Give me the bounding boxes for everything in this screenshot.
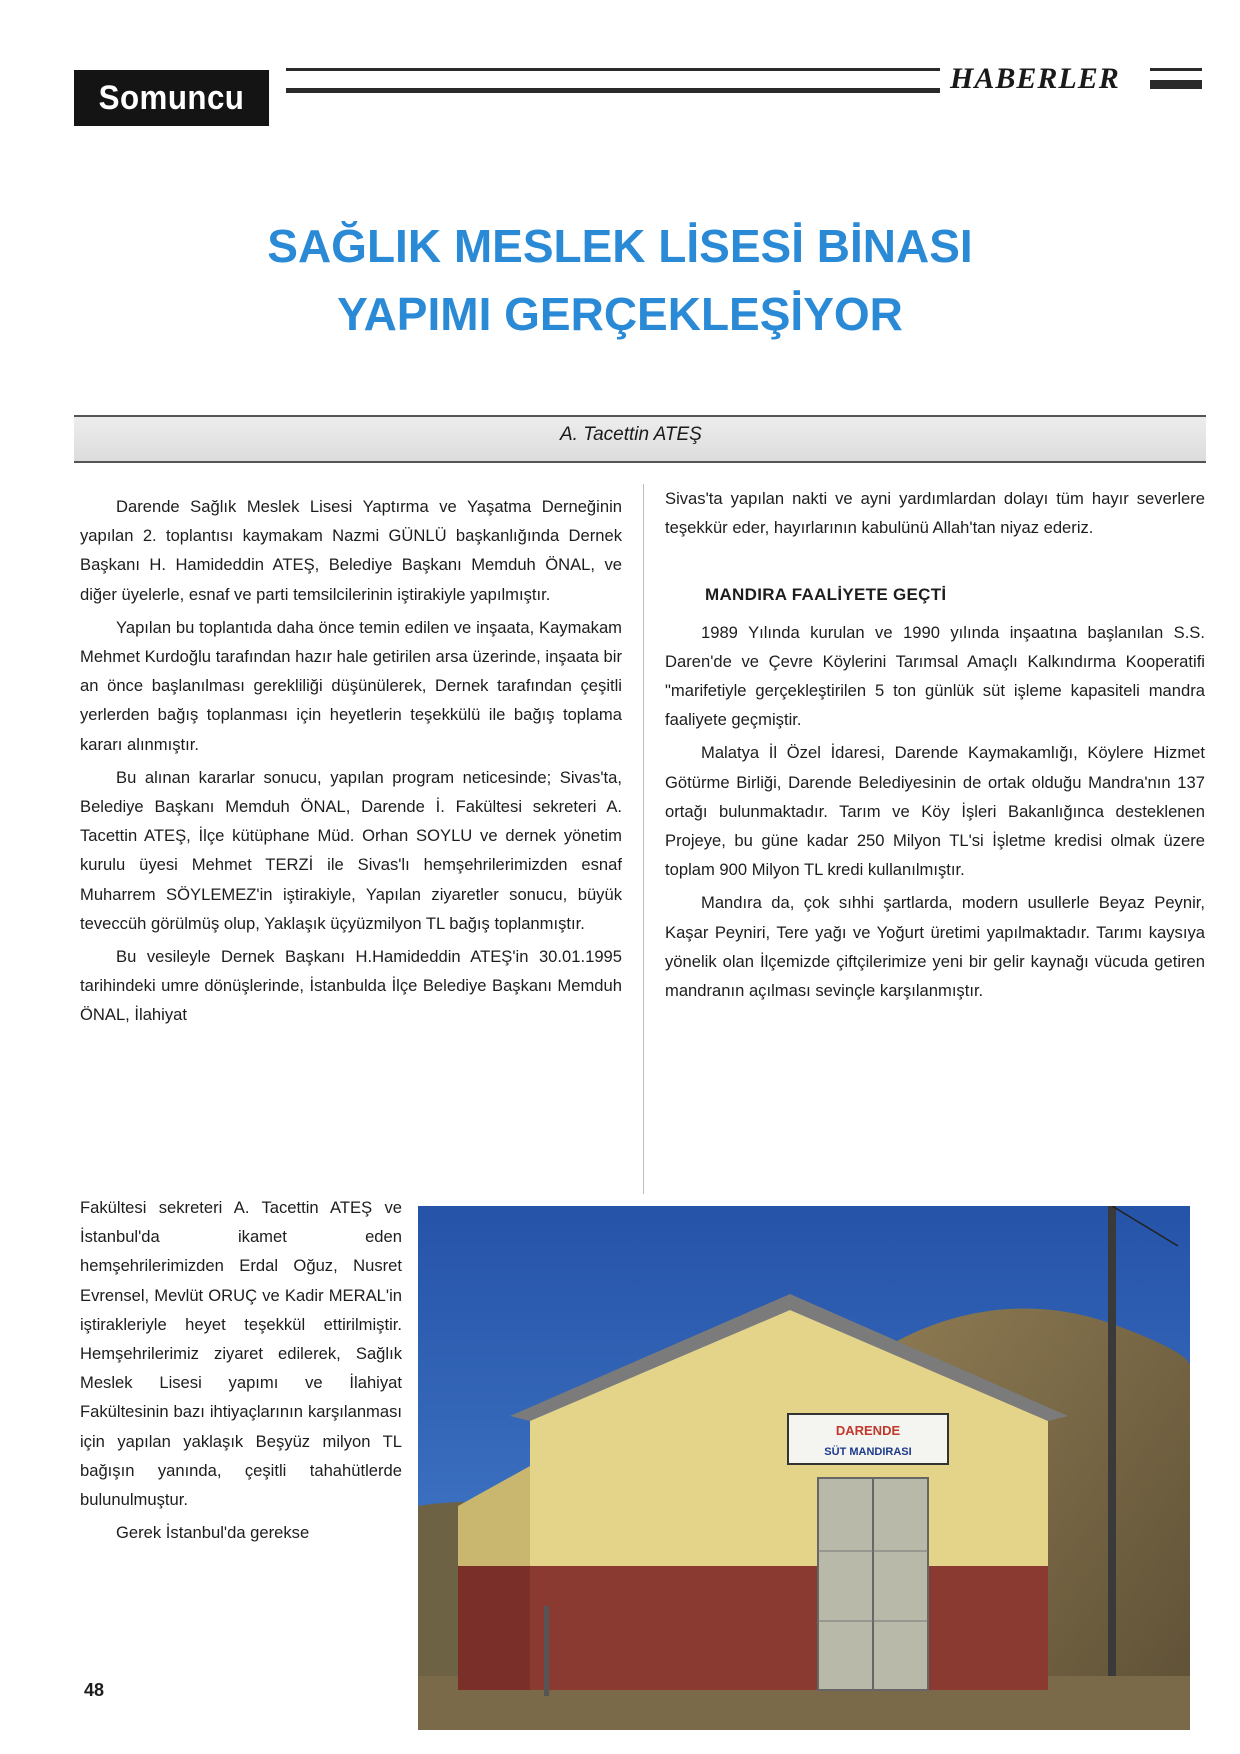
header-end-bar-thin <box>1150 68 1202 71</box>
dairy-building-photo <box>418 1206 1190 1730</box>
photo-illustration <box>418 1206 1190 1730</box>
header-rule-bottom <box>286 88 940 93</box>
article-title <box>120 212 1120 348</box>
paragraph: Malatya İl Özel İdaresi, Darende Kaymakamlığı, Köylere Hizmet Götürme Birliği, Darende Belediyesinin de ortak olduğu Mandra'nın 137 ortağı bulunmaktadır. Tarım ve Köy İşleri Bakanlığınca desteklenen Projeye, bu güne kadar 250 Milyon TL'si İşletme kredisi olmak üzere toplam 900 Milyon TL kredi kullanılmıştır. <box>665 743 1205 880</box>
paragraph: Bu vesileyle Dernek Başkanı H.Hamideddin ATEŞ'in 30.01.1995 tarihindeki umre dönüşlerinde, İstanbulda İlçe Belediye Başkanı Memduh ÖNAL, İlahiyat <box>80 947 622 1025</box>
paragraph: Darende Sağlık Meslek Lisesi Yaptırma ve Yaşatma Derneğinin yapılan 2. toplantısı kaymakam Nazmi GÜNLÜ başkanlığında Dernek Başkanı H. Hamideddin ATEŞ, Belediye Başkanı Memduh ÖNAL, ve diğer üyelerle, esnaf ve parti temsilcilerinin iştirakiyle yapılmıştır. <box>80 497 622 604</box>
left-column <box>80 492 622 1034</box>
paragraph: Gerek İstanbul'da gerekse <box>116 1523 310 1543</box>
section-label: HABERLER <box>950 62 1120 95</box>
page-number: 48 <box>84 1680 105 1700</box>
header-end-bar-thick <box>1150 80 1202 89</box>
building-base <box>530 1566 1048 1690</box>
sign-line-1: DARENDE <box>835 1423 901 1438</box>
sign-line-2: SÜT MANDIRASI <box>824 1446 912 1458</box>
header-rule-top <box>286 68 940 71</box>
paragraph: Sivas'ta yapılan nakti ve ayni yardımlardan dolayı tüm hayır severlere teşekkür eder, hayırlarının kabulünü Allah'tan niyaz ederiz. <box>665 489 1205 538</box>
right-column <box>665 484 1205 1009</box>
subheading: MANDIRA FAALİYETE GEÇTİ <box>705 585 947 605</box>
paragraph: 1989 Yılında kurulan ve 1990 yılında inşaatına başlanılan S.S. Daren'de ve Çevre Köylerini Tarımsal Amaçlı Kalkındırma Kooperatifi "marifetiyle gerçekleştirilen 5 ton günlük süt işleme kapasiteli mandra faaliyete geçmiştir. <box>665 622 1205 730</box>
title-line-2: YAPIMI GERÇEKLEŞİYOR <box>337 288 903 340</box>
paragraph: Fakültesi sekreteri A. Tacettin ATEŞ ve İstanbul'da ikamet eden hemşehrilerimizden Erdal Oğuz, Nusret Evrensel, Mevlüt ORUÇ ve Kadir MERAL'in iştirakleriyle heyet teşekkül ettirilmiştir. Hemşehrilerimiz ziyaret edilerek, Sağlık Meslek Lisesi yapımı ve İlahiyat Fakültesinin bazı ihtiyaçlarının karşılanması için yapılan yaklaşık Beşyüz milyon TL bağışın yanında, çeşitli tahahütlerde bulunulmuştur. <box>80 1198 402 1510</box>
column-divider <box>643 484 644 1194</box>
magazine-logo: Somuncu Baba <box>74 70 269 126</box>
paragraph: Yapılan bu toplantıda daha önce temin edilen ve inşaata, Kaymakam Mehmet Kurdoğlu tarafından hazır hale getirilen arsa üzerinde, inşaata bir an önce başlanılması gerekliliği düşünülerek, Dernek tarafından çeşitli yerlerden bağış toplanması için heyetlerin teşekkülü ile bağış toplama kararı alınmıştır. <box>80 617 622 754</box>
paragraph: Bu alınan kararlar sonucu, yapılan program neticesinde; Sivas'ta, Belediye Başkanı Memduh ÖNAL, Darende İ. Fakültesi sekreteri A. Tacettin ATEŞ, İlçe kütüphane Müd. Orhan SOYLU ve dernek yönetim kurulu üyesi Mehmet TERZİ ile Sivas'lı hemşehrilerimizden esnaf Muharrem SÖYLEMEZ'in iştirakiyle, Yapılan ziyaretler sonucu, büyük teveccüh görülmüş olup, Yaklaşık üçyüzmilyon TL bağış toplanmıştır. <box>80 767 622 933</box>
paragraph: Mandıra da, çok sıhhi şartlarda, modern usullerle Beyaz Peynir, Kaşar Peyniri, Tere yağı ve Yoğurt üretimi yapılmaktadır. Tarımı kaysıya yönelik olan İlçemizde çiftçilerimize yeni bir gelir kaynağı vücuda getiren mandranın açılması sevinçle karşılanmıştır. <box>665 893 1205 1001</box>
left-narrow-column <box>80 1193 402 1551</box>
utility-pole <box>1108 1206 1116 1676</box>
title-line-1: SAĞLIK MESLEK LİSESİ BİNASI <box>267 220 973 272</box>
author-byline: A. Tacettin ATEŞ <box>560 424 702 445</box>
